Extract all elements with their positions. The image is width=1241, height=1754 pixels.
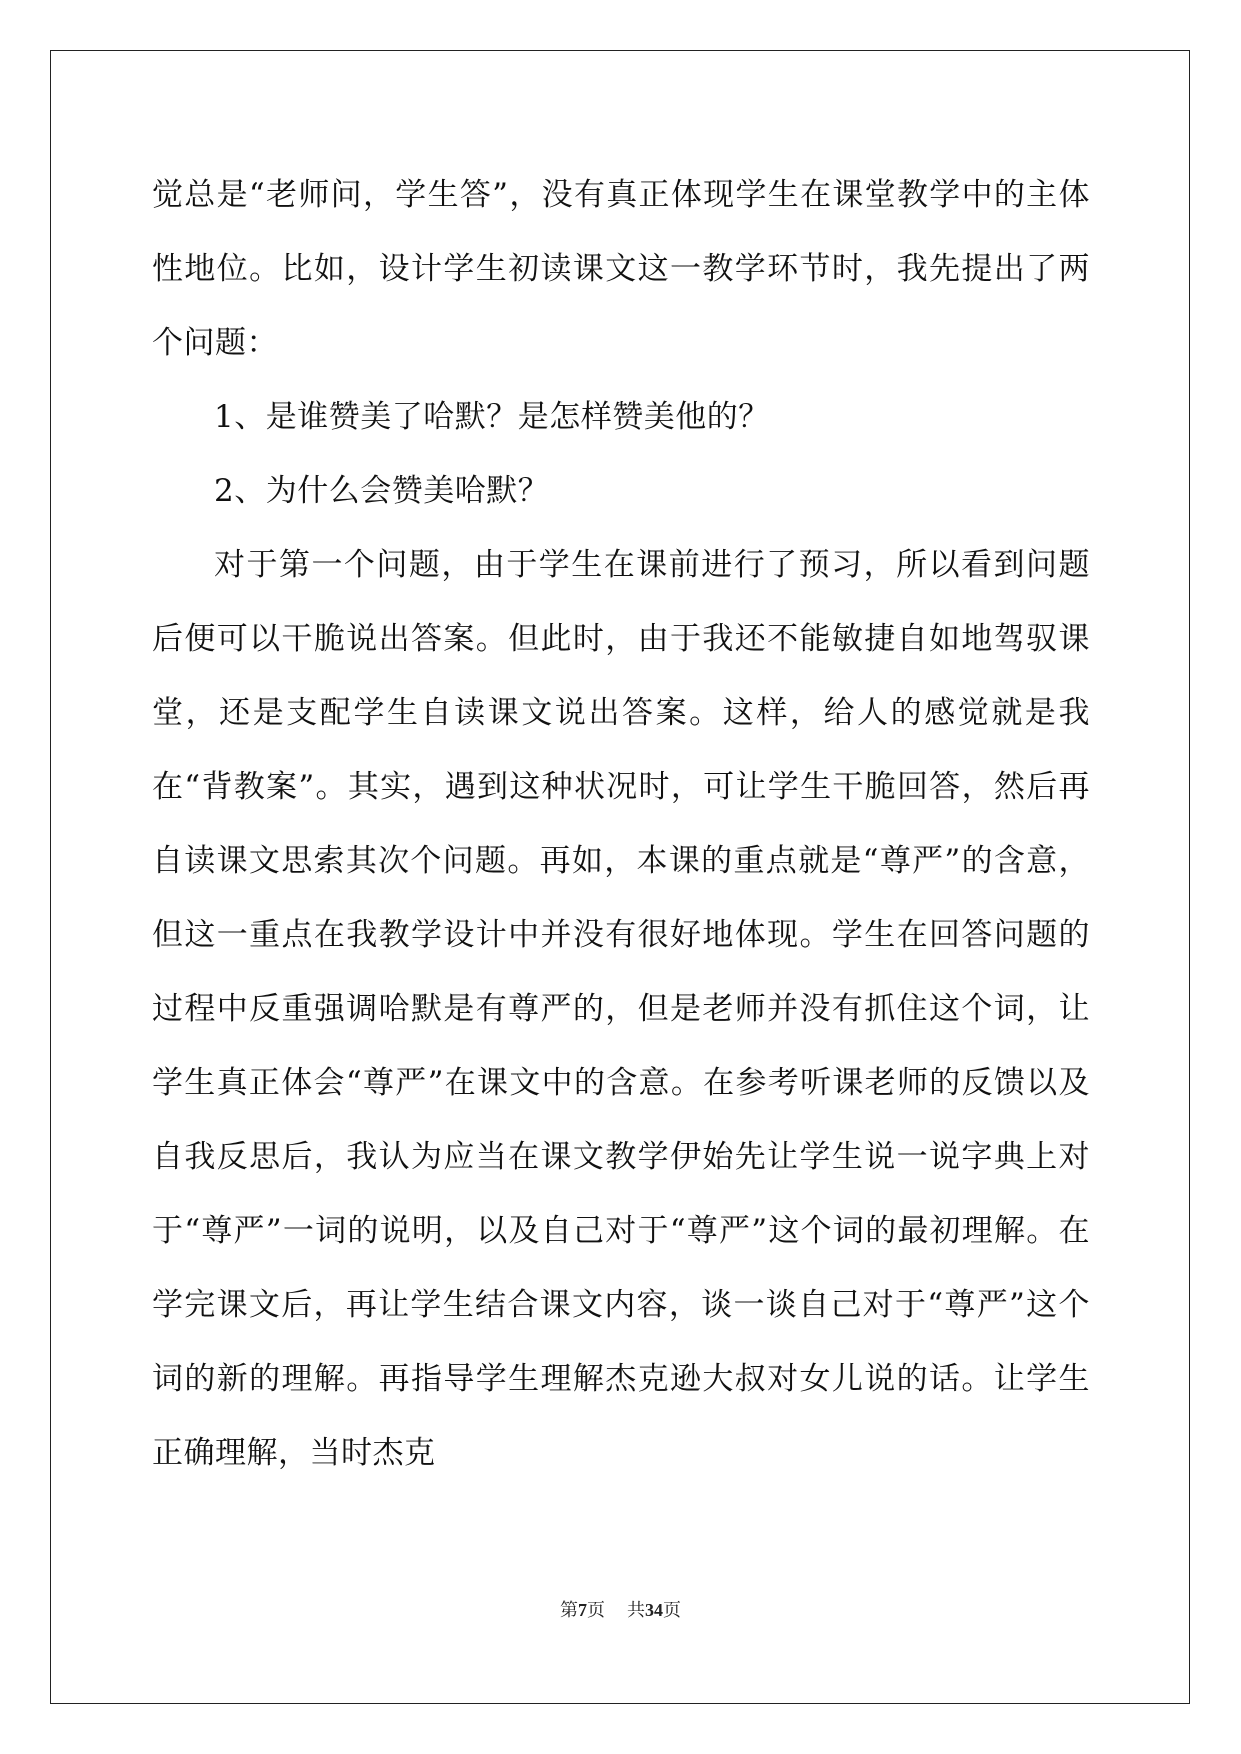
current-page-number: 7 — [578, 1600, 587, 1620]
paragraph-1: 觉总是“老师问，学生答”，没有真正体现学生在课堂教学中的主体性地位。比如，设计学生初读课文这一教学环节时，我先提出了两个问题： — [152, 177, 1090, 361]
footer-total-suffix: 页 — [663, 1600, 681, 1621]
footer-prefix: 第 — [560, 1600, 578, 1621]
paragraph-3: 2、为什么会赞美哈默？ — [214, 473, 550, 509]
paragraph-4: 对于第一个问题，由于学生在课前进行了预习，所以看到问题后便可以干脆说出答案。但此时，由于我还不能敏捷自如地驾驭课堂，还是支配学生自读课文说出答案。这样，给人的感觉就是我在“背教案”。其实，遇到这种状况时，可让学生干脆回答，然后再自读课文思索其次个问题。再如，本课的重点就是“尊严”的含意，但这一重点在我教学设计中并没有很好地体现。学生在回答问题的过程中反重强调哈默是有尊严的，但是老师并没有抓住这个词，让学生真正体会“尊严”在课文中的含意。在参考听课老师的反馈以及自我反思后，我认为应当在课文教学伊始先让学生说一说字典上对于“尊严”一词的说明，以及自己对于“尊严”这个词的最初理解。在学完课文后，再让学生结合课文内容，谈一谈自己对于“尊严”这个词的新的理解。再指导学生理解杰克逊大叔对女儿说的话。让学生正确理解，当时杰克 — [152, 547, 1090, 1471]
footer-total-prefix: 共 — [627, 1600, 645, 1621]
paragraph-2: 1、是谁赞美了哈默？是怎样赞美他的？ — [214, 399, 770, 435]
total-pages-number: 34 — [645, 1600, 663, 1620]
page-footer — [0, 1596, 1241, 1622]
document-body — [152, 158, 1090, 1490]
footer-page-suffix: 页 — [587, 1600, 605, 1621]
